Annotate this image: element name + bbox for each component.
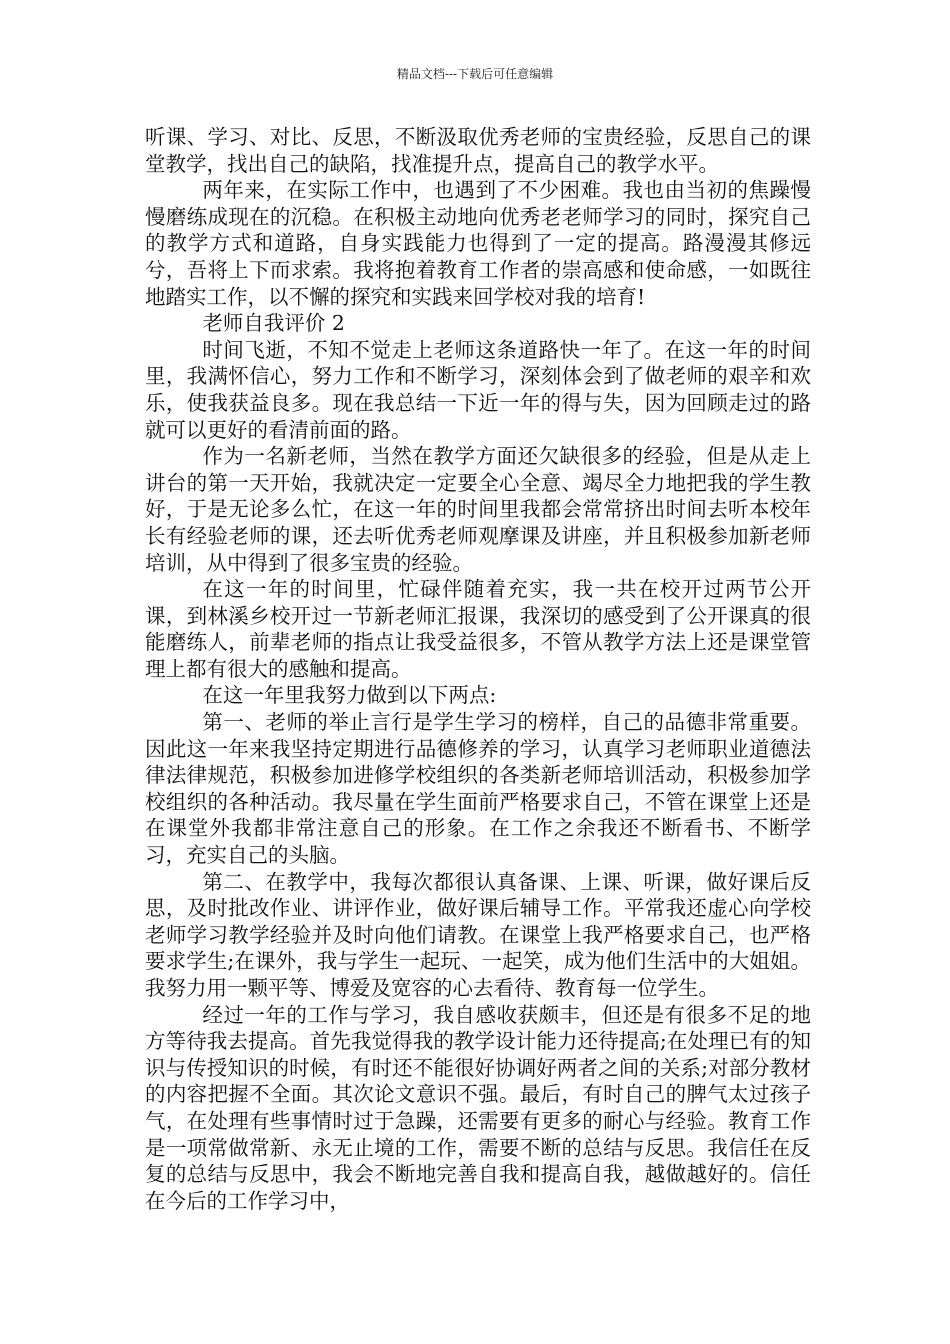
paragraph: 时间飞逝，不知不觉走上老师这条道路快一年了。在这一年的时间里，我满怀信心，努力工作和不断学习，深刻体会到了做老师的艰辛和欢乐，使我获益良多。现在我总结一下近一年的得与失，因为回顾走过的路就可以更好的看清前面的路。 bbox=[145, 337, 811, 442]
paragraph: 第一、老师的举止言行是学生学习的榜样，自己的品德非常重要。因此这一年来我坚持定期进行品德修养的学习，认真学习老师职业道德法律法律规范，积极参加进修学校组织的各类新老师培训活动，积极参加学校组织的各种活动。我尽量在学生面前严格要求自己，不管在课堂上还是在课堂外我都非常注意自己的形象。在工作之余我还不断看书、不断学习，充实自己的头脑。 bbox=[145, 710, 811, 868]
paragraph: 作为一名新老师，当然在教学方面还欠缺很多的经验，但是从走上讲台的第一天开始，我就决定一定要全心全意、竭尽全力地把我的学生教好，于是无论多么忙，在这一年的时间里我都会常常挤出时间去听本校年长有经验老师的课，还去听优秀老师观摩课及讲座，并且积极参加新老师培训，从中得到了很多宝贵的经验。 bbox=[145, 444, 811, 575]
paragraph: 在这一年的时间里，忙碌伴随着充实，我一共在校开过两节公开课，到林溪乡校开过一节新老师汇报课，我深切的感受到了公开课真的很能磨练人，前辈老师的指点让我受益很多，不管从教学方法上还是课堂管理上都有很大的感触和提高。 bbox=[145, 577, 811, 681]
page-header: 精品文档---下载后可任意编辑 bbox=[396, 67, 554, 81]
paragraph: 第二、在教学中，我每次都很认真备课、上课、听课，做好课后反思，及时批改作业、讲评作业，做好课后辅导工作。平常我还虚心向学校老师学习教学经验并及时向他们请教。在课堂上我严格要求自己，也严格要求学生;在课外，我与学生一起玩、一起笑，成为他们生活中的大姐姐。我努力用一颗平等、博爱及宽容的心去看待、教育每一位学生。 bbox=[145, 869, 811, 1000]
document-body bbox=[145, 124, 811, 1214]
section-heading: 老师自我评价 2 bbox=[202, 311, 345, 336]
paragraph: 听课、学习、对比、反思，不断汲取优秀老师的宝贵经验，反思自己的课堂教学，找出自己的缺陷，找准提升点，提高自己的教学水平。 bbox=[145, 125, 811, 176]
paragraph: 两年来，在实际工作中，也遇到了不少困难。我也由当初的焦躁慢慢磨练成现在的沉稳。在积极主动地向优秀老老师学习的同时，探究自己的教学方式和道路，自身实践能力也得到了一定的提高。路漫漫其修远兮，吾将上下而求索。我将抱着教育工作者的崇高感和使命感，一如既往地踏实工作，以不懈的探究和实践来回学校对我的培育! bbox=[145, 178, 811, 309]
paragraph: 在这一年里我努力做到以下两点: bbox=[202, 683, 497, 708]
paragraph: 经过一年的工作与学习，我自感收获颇丰，但还是有很多不足的地方等待我去提高。首先我觉得我的教学设计能力还待提高;在处理已有的知识与传授知识的时候，有时还不能很好协调好两者之间的关系;对部分教材的内容把握不全面。其次论文意识不强。最后，有时自己的脾气太过孩子气，在处理有些事情时过于急躁，还需要有更多的耐心与经验。教育工作是一项常做常新、永无止境的工作，需要不断的总结与反思。我信任在反复的总结与反思中，我会不断地完善自我和提高自我，越做越好的。信任在今后的工作学习中， bbox=[145, 1002, 811, 1213]
